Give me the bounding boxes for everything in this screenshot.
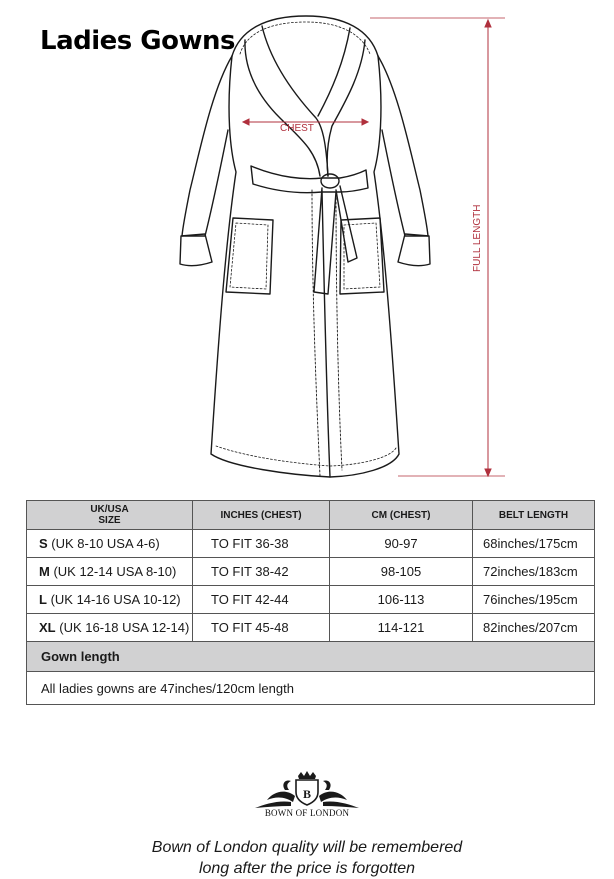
size-cell: XL (UK 16-18 USA 12-14) <box>27 614 193 642</box>
belt-cell: 82inches/207cm <box>473 614 595 642</box>
page-title: Ladies Gowns <box>40 26 236 56</box>
size-chart-table <box>26 500 595 705</box>
cm-cell: 98-105 <box>330 558 473 586</box>
tagline-line-1: Bown of London quality will be remembered <box>151 839 463 856</box>
header-inches: INCHES (CHEST) <box>193 501 330 530</box>
table-row <box>27 558 595 586</box>
size-cell: L (UK 14-16 USA 10-12) <box>27 586 193 614</box>
left-cuff <box>180 234 212 266</box>
inches-cell: TO FIT 45-48 <box>193 614 330 642</box>
right-sleeve <box>378 56 428 236</box>
size-cell: S (UK 8-10 USA 4-6) <box>27 530 193 558</box>
cm-cell: 106-113 <box>330 586 473 614</box>
inches-cell: TO FIT 36-38 <box>193 530 330 558</box>
monogram: B <box>302 787 312 801</box>
cm-cell: 114-121 <box>330 614 473 642</box>
chest-label: CHEST <box>280 123 314 134</box>
size-cell: M (UK 12-14 USA 8-10) <box>27 558 193 586</box>
inches-cell: TO FIT 42-44 <box>193 586 330 614</box>
header-size: UK/USA SIZE <box>27 501 193 530</box>
full-length-label: FULL LENGTH <box>472 204 483 272</box>
belt-cell: 76inches/195cm <box>473 586 595 614</box>
left-sleeve <box>182 56 232 236</box>
section-title: Gown length <box>27 642 595 672</box>
table-header-row <box>27 501 595 530</box>
table-row <box>27 614 595 642</box>
tagline-line-2: long after the price is forgotten <box>198 860 416 877</box>
table-row <box>27 586 595 614</box>
crown-crest-icon <box>251 770 363 828</box>
belt-cell: 72inches/183cm <box>473 558 595 586</box>
gown-body <box>211 56 399 477</box>
gown-length-note-row <box>27 672 595 705</box>
cm-cell: 90-97 <box>330 530 473 558</box>
belt-cell: 68inches/175cm <box>473 530 595 558</box>
right-cuff <box>398 234 430 266</box>
header-belt: BELT LENGTH <box>473 501 595 530</box>
header-cm: CM (CHEST) <box>330 501 473 530</box>
gown-length-section <box>27 642 595 672</box>
inches-cell: TO FIT 38-42 <box>193 558 330 586</box>
belt <box>251 166 368 193</box>
section-note: All ladies gowns are 47inches/120cm length <box>27 672 595 705</box>
brand-name: BOWN OF LONDON <box>264 808 350 818</box>
table-row <box>27 530 595 558</box>
